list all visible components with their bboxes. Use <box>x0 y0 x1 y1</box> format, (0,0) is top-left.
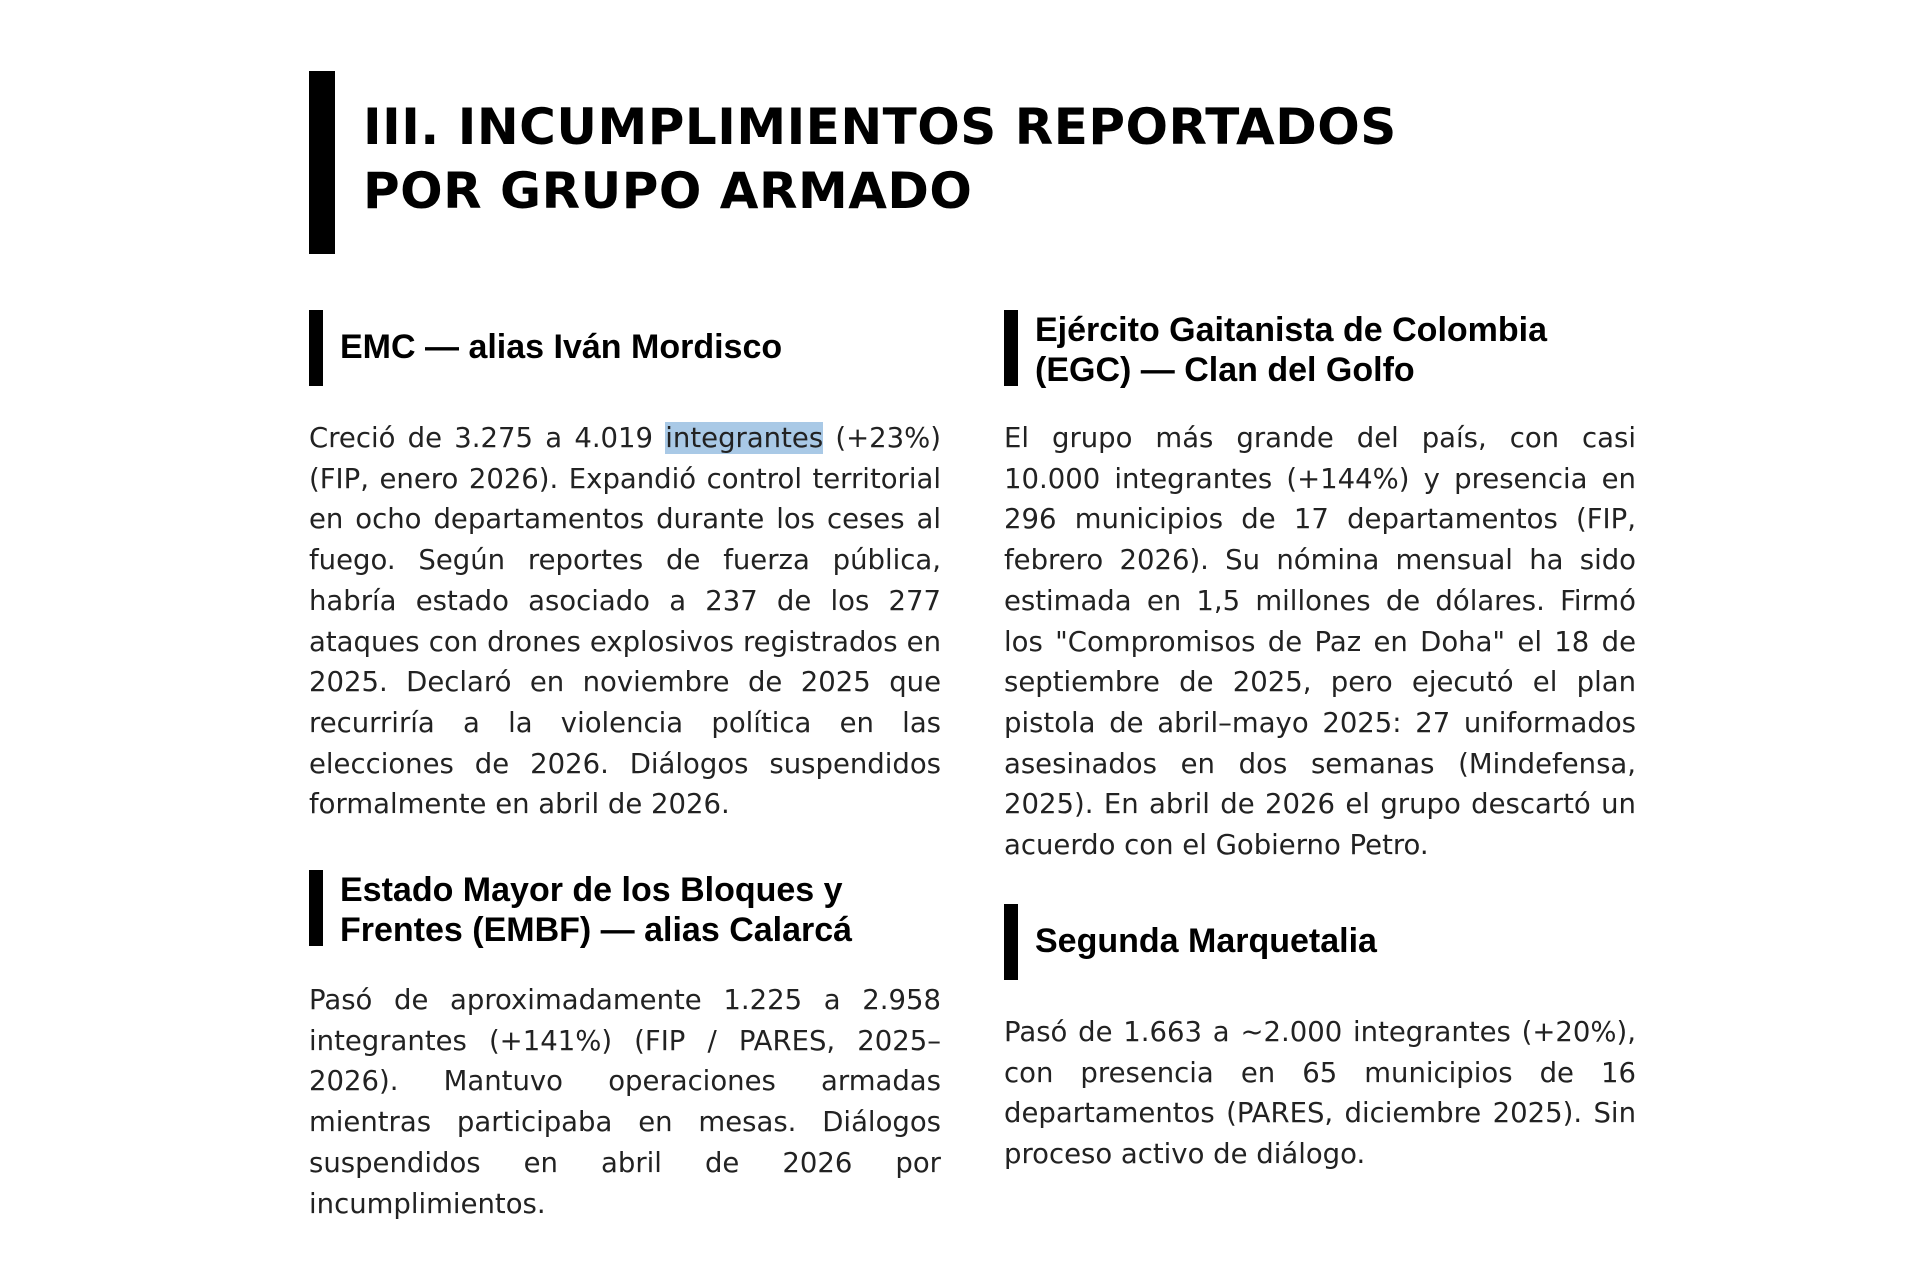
section-body: Pasó de 1.663 a ~2.000 integrantes (+20%), con presencia en 65 municipios de 16 departamentos (PARES, diciembre 2025). Sin proceso activo de diálogo. <box>1004 1016 1636 1171</box>
section-segunda-marquetalia <box>1004 904 1636 1175</box>
section-emc-header <box>309 310 941 386</box>
section-accent-bar <box>1004 310 1018 386</box>
section-embf <box>309 870 941 1224</box>
page-title: III. INCUMPLIMIENTOS REPORTADOS POR GRUPO ARMADO <box>363 98 1397 220</box>
section-title: Ejército Gaitanista de Colombia (EGC) — Clan del Golfo <box>1035 311 1548 389</box>
section-accent-bar <box>1004 904 1018 980</box>
section-egc <box>1004 310 1636 866</box>
section-egc-header <box>1004 310 1636 389</box>
section-title: Estado Mayor de los Bloques y Frentes (EMBF) — alias Calarcá <box>340 871 853 949</box>
selected-text-highlight[interactable]: integrantes <box>665 422 824 454</box>
section-body <box>309 418 941 825</box>
section-body: El grupo más grande del país, con casi 10.000 integrantes (+144%) y presencia en 296 municipios de 17 departamentos (FIP, febrero 2026). Su nómina mensual ha sido estimada en 1,5 millones de dólares. Firmó los "Compromisos de Paz en Doha" el 18 de septiembre de 2025, pero ejecutó el plan pistola de abril–mayo 2025: 27 uniformados asesinados en dos semanas (Mindefensa, 2025). En abril de 2026 el grupo descartó un acuerdo con el Gobierno Petro. <box>1004 422 1636 862</box>
section-emc <box>309 310 941 825</box>
heading-accent-bar <box>309 71 335 254</box>
section-accent-bar <box>309 310 323 386</box>
body-text: (+23%) (FIP, enero 2026). Expandió control territorial en ocho departamentos durante los ceses al fuego. Según reportes de fuerza pública, habría estado asociado a 237 de los 277 ataques con drones explosivos registrados en 2025. Declaró en noviembre de 2025 que recurriría a la violencia política en las elecciones de 2026. Diálogos suspendidos formalmente en abril de 2026. <box>309 422 942 821</box>
section-body: Pasó de aproximadamente 1.225 a 2.958 integrantes (+141%) (FIP / PARES, 2025–2026). Mantuvo operaciones armadas mientras participaba en mesas. Diálogos suspendidos en abril de 2026 por incumplimientos. <box>309 984 941 1220</box>
section-title: Segunda Marquetalia <box>1035 922 1377 960</box>
section-embf-header <box>309 870 941 949</box>
section-title: EMC — alias Iván Mordisco <box>340 328 783 366</box>
body-text: Creció de 3.275 a 4.019 <box>309 422 666 454</box>
section-segunda-header <box>1004 904 1636 980</box>
section-accent-bar <box>309 870 323 946</box>
main-heading <box>309 71 1459 254</box>
